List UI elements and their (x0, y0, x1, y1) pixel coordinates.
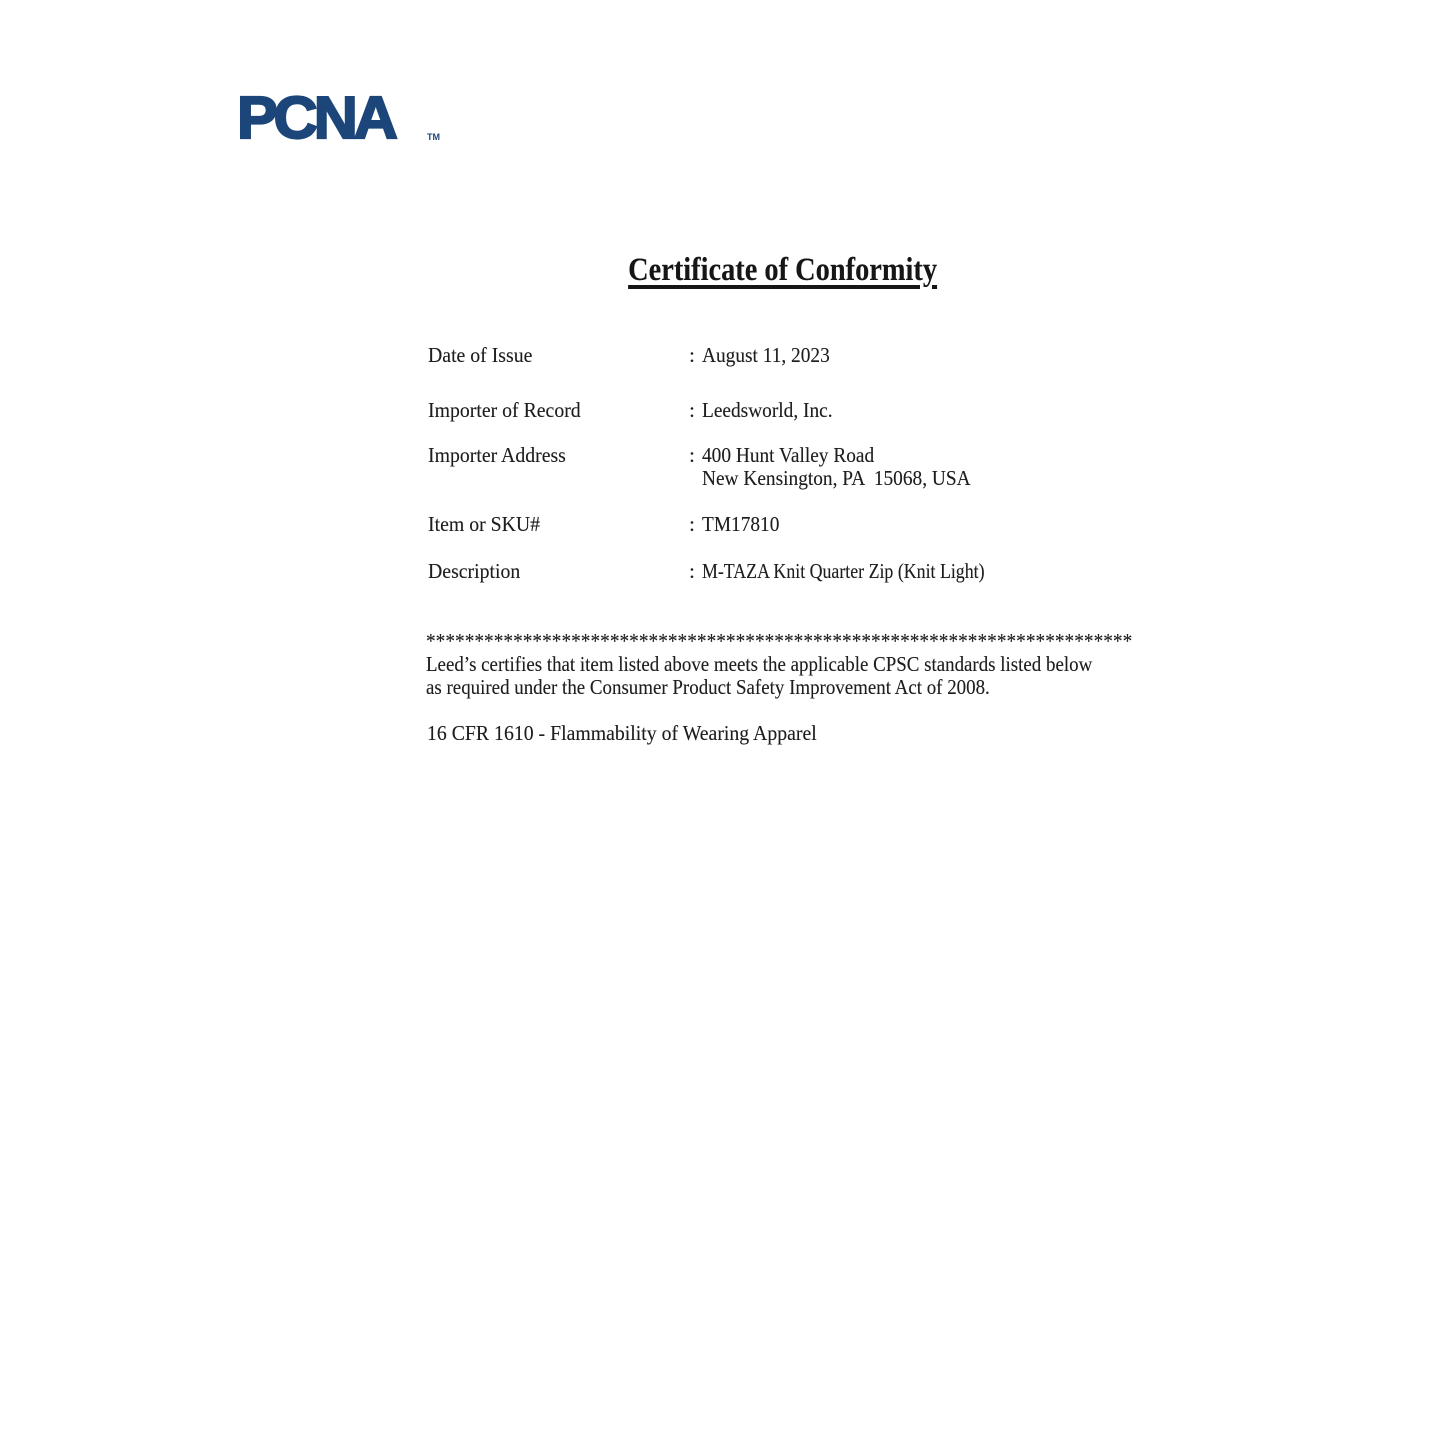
importer-address-line2: New Kensington, PA 15068, USA (702, 466, 971, 490)
standards-list (427, 722, 851, 745)
colon-separator: : (689, 559, 695, 583)
importer-address-line1: 400 Hunt Valley Road (702, 443, 875, 467)
description-value: M-TAZA Knit Quarter Zip (Knit Light) (702, 559, 985, 583)
page-title-text: Certificate of Conformity (628, 252, 938, 288)
pcna-logo-text: PCNA (237, 84, 394, 151)
page-title (427, 250, 1139, 290)
certificate-fields (428, 344, 1188, 583)
field-value (689, 513, 788, 536)
field-label: Importer Address (428, 443, 566, 467)
field-label: Description (428, 559, 521, 583)
field-label: Importer of Record (428, 398, 581, 422)
field-value (689, 560, 1042, 583)
field-row-date-of-issue (428, 344, 1188, 367)
field-value (689, 344, 844, 367)
item-sku-value: TM17810 (702, 512, 780, 536)
standard-item-cfr-1610: 16 CFR 1610 - Flammability of Wearing Apparel (427, 721, 817, 745)
field-row-item-sku (428, 513, 1188, 536)
field-value (689, 444, 1000, 490)
field-row-importer-address (428, 444, 1188, 490)
date-of-issue-value: August 11, 2023 (702, 343, 830, 367)
pcna-logo (237, 84, 442, 151)
asterisk-divider: ************************************************************************* (426, 629, 1133, 653)
field-label: Date of Issue (428, 343, 533, 367)
colon-separator: : (689, 343, 695, 367)
colon-separator: : (689, 443, 695, 467)
field-row-importer-of-record (428, 399, 1188, 422)
colon-separator: : (689, 398, 695, 422)
certification-statement (426, 630, 1186, 699)
colon-separator: : (689, 512, 695, 536)
field-label: Item or SKU# (428, 512, 541, 536)
certification-text-line1: Leed’s certifies that item listed above meets the applicable CPSC standards listed below (426, 652, 1093, 676)
certification-text-line2: as required under the Consumer Product Safety Improvement Act of 2008. (426, 675, 990, 699)
trademark-symbol: TM (427, 132, 440, 142)
field-value (689, 399, 847, 422)
field-row-description (428, 560, 1188, 583)
importer-of-record-value: Leedsworld, Inc. (702, 398, 833, 422)
